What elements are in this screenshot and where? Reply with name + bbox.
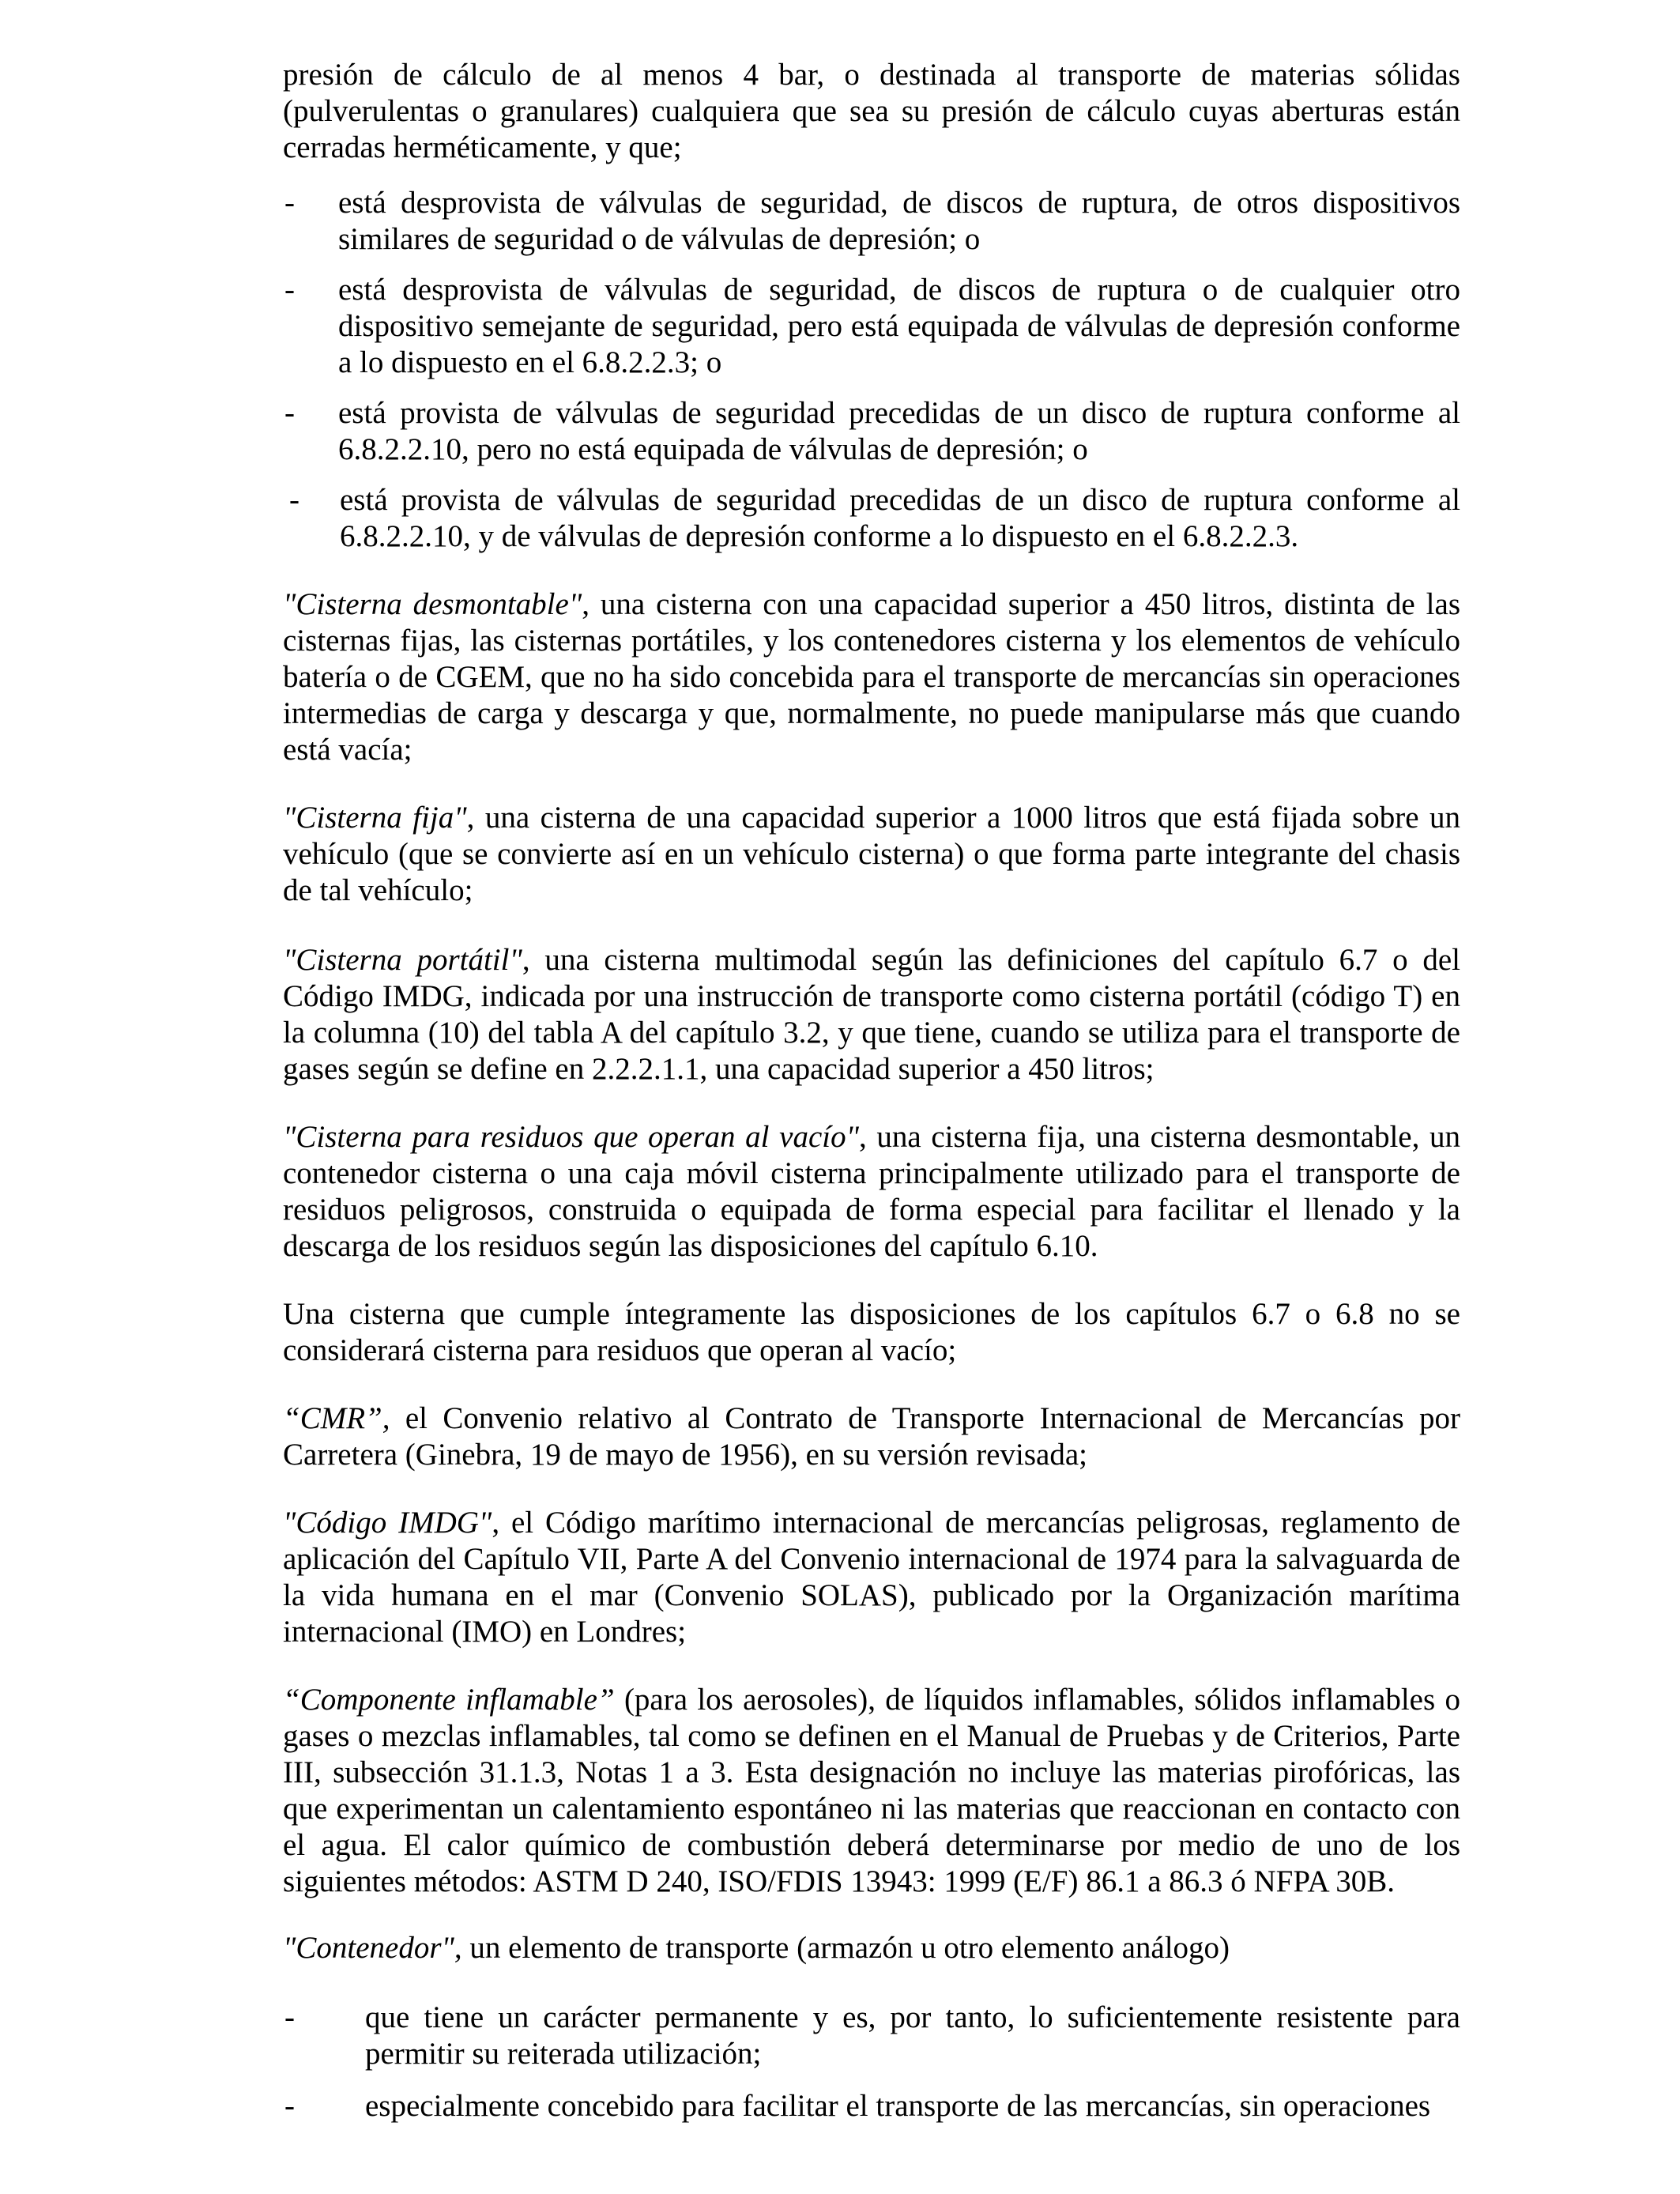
definition-term: "Cisterna portátil"	[283, 943, 522, 977]
list-item-text: que tiene un carácter permanente y es, por tanto, lo suficientemente resistente para permitir su reiterada utilización;	[365, 2000, 1460, 2071]
definition-text: el Convenio relativo al Contrato de Transporte Internacional de Mercancías por Carretera (Ginebra, 19 de mayo de 1956), en su versión revisada;	[283, 1401, 1460, 1472]
list-item-text: está provista de válvulas de seguridad precedidas de un disco de ruptura conforme al 6.8.2.2.10, pero no está equipada de válvulas de depresión; o	[338, 396, 1460, 466]
definition-text: , una cisterna con una capacidad superior a 450 litros, distinta de las cisternas fijas, las cisternas portátiles, y los contenedores cisterna y los elementos de vehículo batería o de CGEM, que no ha sido concebida para el transporte de mercancías sin operaciones intermedias de carga y descarga y que, normalmente, no puede manipularse más que cuando está vacía;	[283, 587, 1460, 767]
bullet-dash: -	[284, 186, 295, 220]
definition-paragraph	[283, 1505, 1460, 1650]
list-item-text: especialmente concebido para facilitar el transporte de las mercancías, sin operaciones	[365, 2089, 1431, 2123]
definition-term: "Cisterna para residuos que operan al vacío"	[283, 1120, 859, 1154]
bullet-dash: -	[284, 396, 295, 430]
definition-term: “CMR”,	[283, 1401, 390, 1435]
list-item-text: está provista de válvulas de seguridad precedidas de un disco de ruptura conforme al 6.8.2.2.10, y de válvulas de depresión conforme a lo dispuesto en el 6.8.2.2.3.	[340, 483, 1460, 553]
definition-term: “Componente inflamable”	[283, 1683, 615, 1717]
bullet-dash: -	[284, 2089, 295, 2123]
definition-paragraph	[283, 1119, 1460, 1265]
definition-paragraph	[283, 800, 1460, 909]
definition-paragraph	[283, 1400, 1460, 1473]
definition-paragraph	[283, 1930, 1460, 1966]
definition-text: , el Código marítimo internacional de mercancías peligrosas, reglamento de aplicación del Capítulo VII, Parte A del Convenio internacional de 1974 para la salvaguarda de la vida humana en el mar (Convenio SOLAS), publicado por la Organización marítima internacional (IMO) en Londres;	[283, 1506, 1460, 1649]
definition-text: (para los aerosoles), de líquidos inflamables, sólidos inflamables o gases o mezclas inflamables, tal como se definen en el Manual de Pruebas y de Criterios, Parte III, subsección 31.1.3, Notas 1 a 3. Esta designación no incluye las materias pirofóricas, las que experimentan un calentamiento espontáneo ni las materias que reaccionan en contacto con el agua. El calor químico de combustión deberá determinarse por medio de uno de los siguientes métodos: ASTM D 240, ISO/FDIS 13943: 1999 (E/F) 86.1 a 86.3 ó NFPA 30B.	[283, 1683, 1460, 1898]
list-item-text: está desprovista de válvulas de seguridad, de discos de ruptura, de otros dispositivos similares de seguridad o de válvulas de depresión; o	[338, 186, 1460, 256]
definition-term: "Cisterna desmontable"	[283, 587, 582, 621]
bullet-dash: -	[284, 273, 295, 307]
definition-paragraph	[283, 586, 1460, 768]
definition-text: , una cisterna de una capacidad superior a 1000 litros que está fijada sobre un vehículo (que se convierte así en un vehículo cisterna) o que forma parte integrante del chasis de tal vehículo;	[283, 801, 1461, 907]
definition-paragraph	[283, 1682, 1460, 1900]
bullet-dash: -	[289, 483, 299, 517]
definition-text: un elemento de transporte (armazón u otro elemento análogo)	[461, 1931, 1230, 1965]
definition-paragraph	[283, 942, 1460, 1088]
definition-text: , una cisterna multimodal según las definiciones del capítulo 6.7 o del Código IMDG, indicada por una instrucción de transporte como cisterna portátil (código T) en la columna (10) del tabla A del capítulo 3.2, y que tiene, cuando se utiliza para el transporte de gases según se define en 2.2.2.1.1, una capacidad superior a 450 litros;	[283, 943, 1460, 1086]
definition-text: , una cisterna fija, una cisterna desmontable, un contenedor cisterna o una caja móvil cisterna principalmente utilizado para el transporte de residuos peligrosos, construida o equipada de forma especial para facilitar el llenado y la descarga de los residuos según las disposiciones del capítulo 6.10.	[283, 1120, 1460, 1263]
intro-paragraph: presión de cálculo de al menos 4 bar, o destinada al transporte de materias sólidas (pulverulentas o granulares) cualquiera que sea su presión de cálculo cuyas aberturas están cerradas herméticamente, y que;	[283, 58, 1460, 164]
definition-text: Una cisterna que cumple íntegramente las disposiciones de los capítulos 6.7 o 6.8 no se considerará cisterna para residuos que operan al vacío;	[283, 1297, 1460, 1367]
list-item-text: está desprovista de válvulas de seguridad, de discos de ruptura o de cualquier otro dispositivo semejante de seguridad, pero está equipada de válvulas de depresión conforme a lo dispuesto en el 6.8.2.2.3; o	[338, 273, 1460, 379]
definition-term: "Contenedor",	[283, 1931, 462, 1965]
definition-term: "Cisterna fija"	[283, 801, 467, 835]
definition-term: "Código IMDG"	[283, 1506, 492, 1540]
definition-paragraph	[283, 1296, 1460, 1369]
bullet-dash: -	[284, 2000, 295, 2034]
